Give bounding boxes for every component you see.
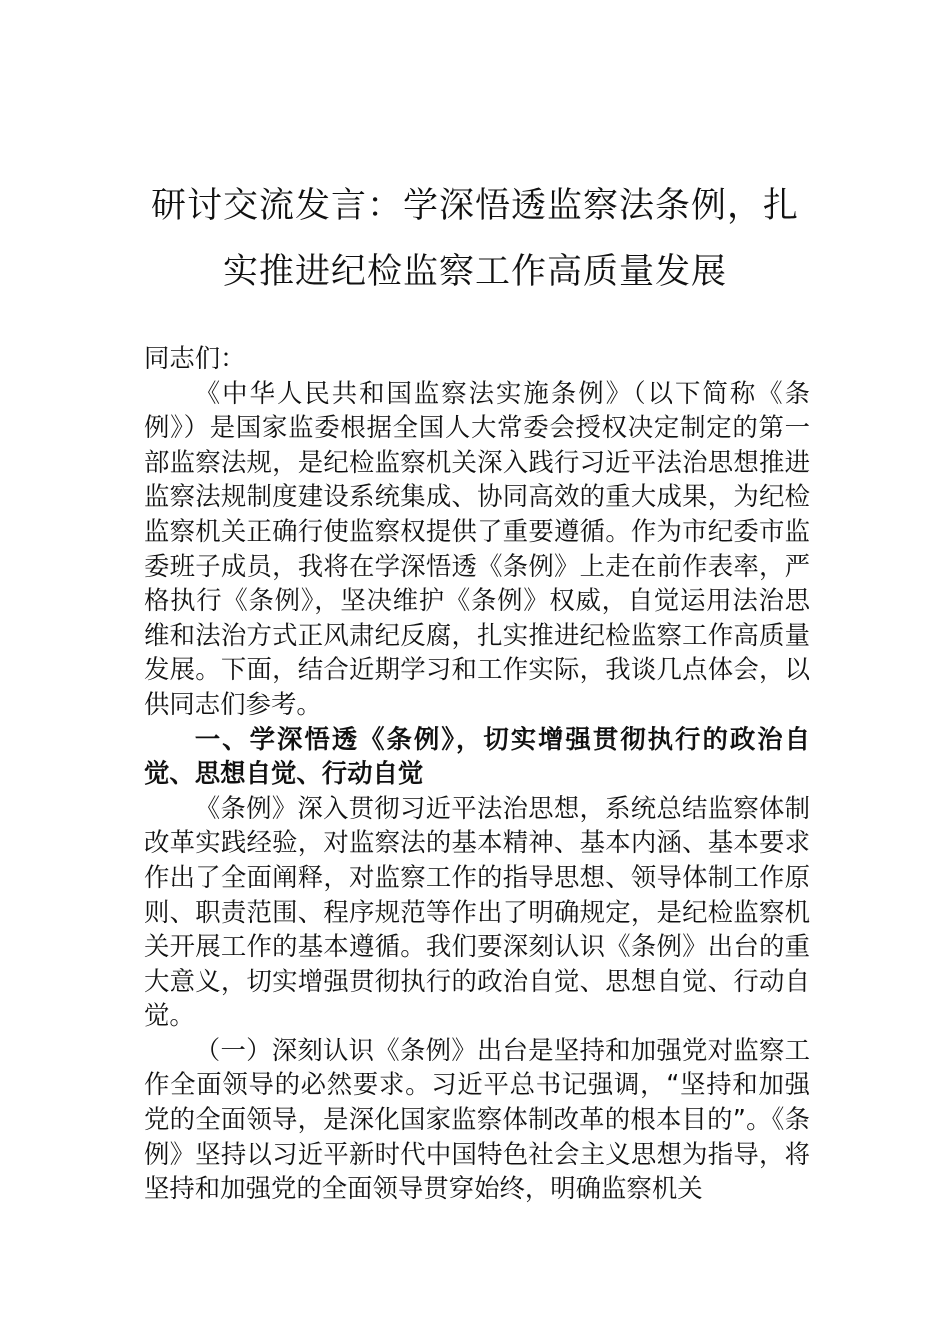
- document-title-line-2: 实推进纪检监察工作高质量发展: [222, 252, 727, 292]
- document-body: [144, 341, 810, 1206]
- section-heading-1: 一、学深悟透《条例》，切实增强贯彻执行的政治自觉、思想自觉、行动自觉: [144, 723, 810, 789]
- salutation: 同志们：: [144, 343, 246, 373]
- document-title-line-1: 研讨交流发言：学深悟透监察法条例，扎: [150, 186, 799, 226]
- paragraph-intro: 《中华人民共和国监察法实施条例》（以下简称《条例》）是国家监委根据全国人大常委会授权决定制定的第一部监察法规，是纪检监察机关深入践行习近平法治思想推进监察法规制度建设系统集成、协同高效的重大成果，为纪检监察机关正确行使监察权提供了重要遵循。作为市纪委市监委班子成员，我将在学深悟透《条例》上走在前作表率，严格执行《条例》，坚决维护《条例》权威，自觉运用法治思维和法治方式正风肃纪反腐，扎实推进纪检监察工作高质量发展。下面，结合近期学习和工作实际，我谈几点体会，以供同志们参考。: [144, 377, 810, 719]
- paragraph-section-1: 《条例》深入贯彻习近平法治思想，系统总结监察体制改革实践经验，对监察法的基本精神、基本内涵、基本要求作出了全面阐释，对监察工作的指导思想、领导体制工作原则、职责范围、程序规范等作出了明确规定，是纪检监察机关开展工作的基本遵循。我们要深刻认识《条例》出台的重大意义，切实增强贯彻执行的政治自觉、思想自觉、行动自觉。: [144, 792, 810, 1031]
- paragraph-subsection-1: （一）深刻认识《条例》出台是坚持和加强党对监察工作全面领导的必然要求。习近平总书记强调，“坚持和加强党的全面领导，是深化国家监察体制改革的根本目的”。《条例》坚持以习近平新时代中国特色社会主义思想为指导，将坚持和加强党的全面领导贯穿始终，明确监察机关: [144, 1034, 810, 1204]
